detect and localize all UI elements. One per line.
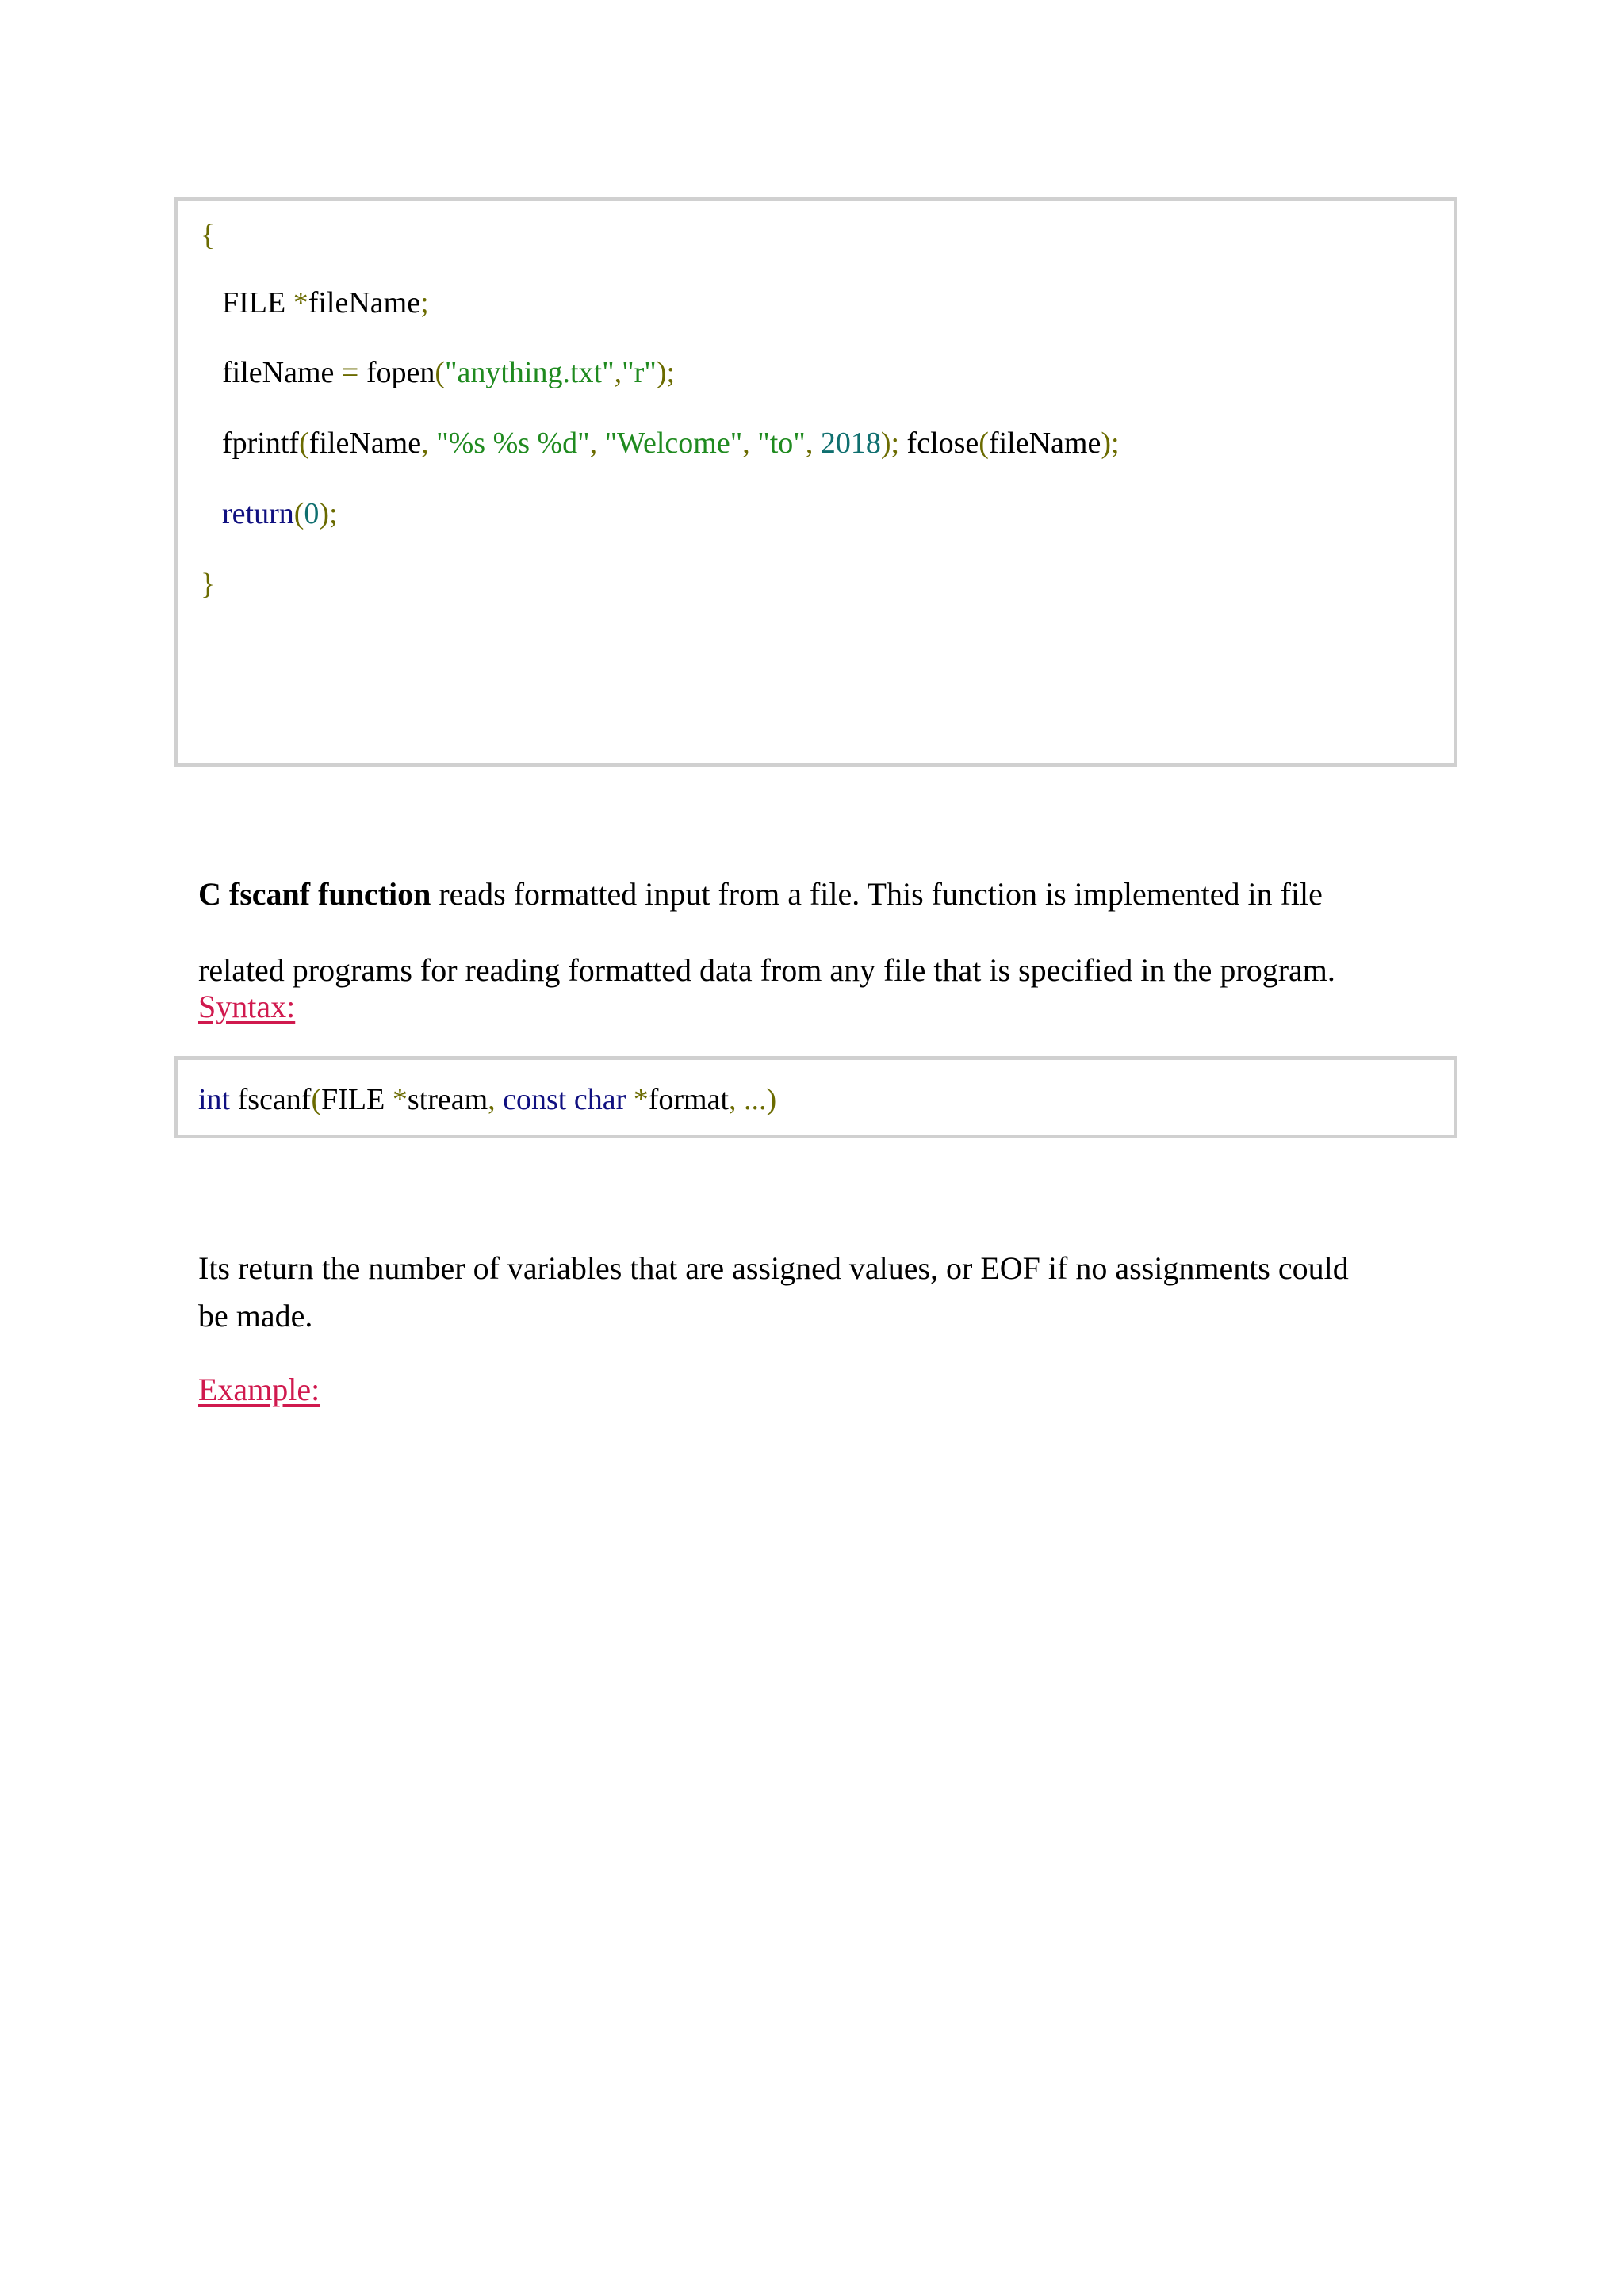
code-token: , (805, 427, 821, 460)
code-token: fileName (988, 427, 1101, 460)
code-token: * (392, 1083, 408, 1116)
code-token: , (589, 427, 605, 460)
code-token: "%s %s %d" (436, 427, 590, 460)
code-token: ); (656, 356, 676, 389)
code-token: * (626, 1083, 649, 1116)
code-line (201, 569, 215, 599)
code-token: "to" (757, 427, 806, 460)
example-heading[interactable]: Example: (198, 1372, 320, 1407)
code-token: ; (420, 286, 429, 320)
code-token: ( (979, 427, 989, 460)
code-token: "Welcome" (604, 427, 743, 460)
syntax-heading[interactable]: Syntax: (198, 989, 296, 1024)
code-token: } (201, 568, 216, 601)
code-token: ); (880, 427, 900, 460)
intro-line-1-rest: reads formatted input from a file. This function is implemented in file (431, 876, 1323, 912)
code-token: fscanf (230, 1083, 312, 1116)
code-line (222, 499, 338, 529)
code-token: const char (503, 1083, 626, 1116)
code-token: stream (407, 1083, 488, 1116)
code-line (201, 220, 215, 251)
code-token: fileName (308, 286, 421, 320)
code-token: = (341, 356, 359, 389)
code-token: fprintf (222, 427, 300, 460)
code-token: FILE (321, 1083, 393, 1116)
intro-line-2: related programs for reading formatted data from any file that is specified in the program. (198, 952, 1335, 988)
code-token: , ...) (729, 1083, 777, 1116)
code-token: format (648, 1083, 730, 1116)
code-block (174, 197, 1457, 767)
code-line (222, 428, 1120, 458)
code-token: fclose (899, 427, 979, 460)
return-text-line-1: Its return the number of variables that are assigned values, or EOF if no assignments could (198, 1250, 1349, 1286)
syntax-code-line (198, 1085, 776, 1115)
code-token: 0 (304, 497, 320, 530)
code-token: ); (1101, 427, 1120, 460)
code-token: * (293, 286, 308, 320)
code-token: , (421, 427, 437, 460)
code-token: ( (293, 497, 304, 530)
code-token: fopen (358, 356, 435, 389)
code-token: { (201, 219, 216, 252)
code-token: fileName (222, 356, 342, 389)
code-token: fileName (308, 427, 422, 460)
code-token: 2018 (820, 427, 881, 460)
code-token: int (198, 1083, 231, 1116)
code-token: "r" (622, 356, 657, 389)
code-token: ( (311, 1083, 322, 1116)
code-token: , (614, 356, 622, 389)
code-token: ); (319, 497, 338, 530)
code-token: , (488, 1083, 504, 1116)
code-token: return (222, 497, 294, 530)
intro-bold-lead: C fscanf function (198, 876, 431, 912)
syntax-code-block (174, 1056, 1457, 1138)
code-token: ( (435, 356, 445, 389)
code-token: FILE (222, 286, 293, 320)
code-token: ( (299, 427, 309, 460)
code-line (222, 288, 429, 318)
intro-line-1 (198, 878, 1323, 910)
code-token: "anything.txt" (445, 356, 615, 389)
code-line (222, 358, 675, 388)
code-token: , (742, 427, 758, 460)
return-text-line-2: be made. (198, 1298, 313, 1334)
